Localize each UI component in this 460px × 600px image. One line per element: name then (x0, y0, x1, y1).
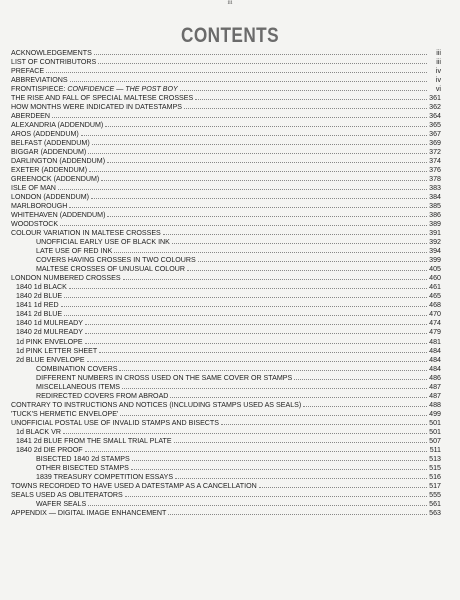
table-of-contents (11, 48, 441, 517)
toc-entry (11, 48, 441, 57)
toc-entry-page: 501 (429, 427, 441, 436)
dot-leader (105, 120, 427, 127)
dot-leader (132, 454, 427, 461)
toc-entry-text: ABBREVIATIONS (11, 76, 68, 85)
toc-entry-page: iv (435, 76, 441, 85)
toc-entry-title (11, 103, 182, 111)
toc-entry-page: 386 (429, 211, 441, 220)
toc-entry (11, 75, 441, 84)
page-number: iii (227, 0, 233, 6)
toc-entry (11, 499, 441, 508)
toc-entry-text: OTHER BISECTED STAMPS (36, 463, 129, 472)
toc-entry-title (16, 347, 97, 355)
toc-entry-page: 555 (429, 490, 441, 499)
toc-entry-text: 1841 2d BLUE FROM THE SMALL TRIAL PLATE (16, 436, 172, 445)
toc-entry-page: 364 (429, 112, 441, 121)
toc-entry-page: 392 (429, 238, 441, 247)
toc-entry-page: 561 (429, 499, 441, 508)
toc-entry (11, 84, 441, 93)
toc-entry-page: 484 (429, 364, 441, 373)
toc-entry-page: 384 (429, 193, 441, 202)
toc-entry (11, 291, 441, 300)
toc-entry-text: 1840 2d DIE PROOF (16, 445, 83, 454)
dot-leader (94, 48, 427, 55)
dot-leader (294, 373, 427, 380)
toc-entry-text: 1d PINK ENVELOPE (16, 337, 83, 346)
toc-entry-title (11, 220, 58, 228)
toc-entry (11, 264, 441, 273)
dot-leader (89, 165, 427, 172)
dot-leader (221, 418, 427, 425)
toc-entry-title (11, 211, 105, 219)
toc-entry-text: 2d BLUE ENVELOPE (16, 355, 85, 364)
dot-leader (92, 138, 427, 145)
toc-entry-title (11, 401, 301, 409)
toc-entry-text: ISLE OF MAN (11, 184, 56, 193)
toc-entry-page: 460 (429, 274, 441, 283)
toc-entry-title (11, 130, 79, 138)
toc-entry-text: CONTRARY TO INSTRUCTIONS AND NOTICES (INCLUDING STAMPS USED AS SEALS) (11, 400, 302, 409)
dot-leader (120, 409, 427, 416)
toc-entry (11, 355, 441, 364)
toc-entry-text: BELFAST (ADDENDUM) (11, 139, 90, 148)
toc-entry-title (11, 112, 50, 120)
toc-entry-title (36, 365, 117, 373)
toc-entry-page: 470 (429, 310, 441, 319)
toc-entry-page: 499 (429, 409, 441, 418)
toc-entry (11, 138, 441, 147)
toc-entry (11, 409, 441, 418)
toc-entry-title (16, 446, 83, 454)
dot-leader (58, 183, 427, 190)
toc-entry-title (11, 482, 257, 490)
toc-entry (11, 418, 441, 427)
toc-entry-text: THE RISE AND FALL OF SPECIAL MALTESE CROSSES (11, 94, 194, 103)
dot-leader (64, 291, 427, 298)
toc-entry-page: 391 (429, 229, 441, 238)
toc-entry (11, 490, 441, 499)
dot-leader (122, 382, 427, 389)
toc-entry-title (11, 509, 166, 517)
toc-entry-text: REDIRECTED COVERS FROM ABROAD (36, 391, 169, 400)
toc-entry-text: PREFACE (11, 67, 45, 76)
toc-entry-page: 486 (429, 373, 441, 382)
toc-entry-page: 481 (429, 337, 441, 346)
toc-entry-title (16, 356, 85, 364)
toc-entry (11, 237, 441, 246)
toc-entry-text: DARLINGTON (ADDENDUM) (11, 157, 106, 166)
toc-entry-title (11, 49, 92, 57)
toc-entry (11, 120, 441, 129)
toc-entry-page: 484 (429, 355, 441, 364)
toc-entry (11, 165, 441, 174)
toc-entry (11, 472, 441, 481)
toc-entry-title (11, 184, 56, 192)
toc-entry-title (11, 175, 99, 183)
dot-leader (114, 246, 427, 253)
toc-entry (11, 210, 441, 219)
toc-entry-title (11, 274, 121, 282)
toc-entry-title (11, 229, 161, 237)
toc-entry-page: 474 (429, 319, 441, 328)
toc-entry-text: 1840 1d BLACK (16, 283, 67, 292)
toc-entry-page: iv (435, 67, 441, 76)
toc-entry-page: vi (435, 85, 441, 94)
toc-entry-text: 1840 1d MULREADY (16, 319, 84, 328)
toc-entry-title (11, 419, 219, 427)
toc-entry-page: 361 (429, 94, 441, 103)
toc-entry-title (11, 148, 86, 156)
toc-entry-page: 405 (429, 265, 441, 274)
toc-entry-page: 468 (429, 301, 441, 310)
toc-entry-title (36, 500, 86, 508)
toc-entry (11, 66, 441, 75)
toc-entry-text: COMBINATION COVERS (36, 364, 118, 373)
dot-leader (52, 111, 427, 118)
toc-entry-title (36, 374, 292, 382)
toc-entry-text: 1d PINK LETTER SHEET (16, 346, 98, 355)
dot-leader (119, 364, 427, 371)
toc-entry-page: 513 (429, 454, 441, 463)
toc-entry-text: SEALS USED AS OBLITERATORS (11, 490, 123, 499)
toc-entry-page: 488 (429, 400, 441, 409)
toc-entry-page: 479 (429, 328, 441, 337)
toc-entry-page: 365 (429, 121, 441, 130)
toc-entry-text: ALEXANDRIA (ADDENDUM) (11, 121, 104, 130)
toc-entry-text: FRONTISPIECE: (11, 85, 68, 94)
toc-entry-text: 1841 2d BLUE (16, 310, 63, 319)
toc-entry-page: 378 (429, 175, 441, 184)
dot-leader (125, 490, 427, 497)
dot-leader (195, 93, 427, 100)
toc-entry-page: 465 (429, 292, 441, 301)
dot-leader (168, 508, 427, 515)
toc-entry-page: 461 (429, 283, 441, 292)
dot-leader (107, 156, 427, 163)
dot-leader (180, 84, 427, 91)
toc-entry-title (36, 473, 173, 481)
toc-entry (11, 156, 441, 165)
toc-entry-page: 501 (429, 418, 441, 427)
toc-entry (11, 346, 441, 355)
toc-entry-text: LONDON NUMBERED CROSSES (11, 274, 121, 283)
toc-entry-text: WOODSTOCK (11, 220, 59, 229)
dot-leader (170, 391, 427, 398)
toc-entry-page: 383 (429, 184, 441, 193)
dot-leader (259, 481, 427, 488)
toc-entry-title (16, 328, 83, 336)
dot-leader (69, 201, 427, 208)
toc-entry-title (36, 247, 112, 255)
toc-entry (11, 436, 441, 445)
toc-entry (11, 300, 441, 309)
toc-entry-text: 1840 2d BLUE (16, 292, 63, 301)
dot-leader (85, 337, 427, 344)
toc-entry-text: GREENOCK (ADDENDUM) (11, 175, 100, 184)
toc-entry-page: 389 (429, 220, 441, 229)
toc-entry (11, 454, 441, 463)
toc-entry-text: WAFER SEALS (36, 499, 87, 508)
toc-entry (11, 373, 441, 382)
dot-leader (85, 445, 427, 452)
toc-entry-title (16, 310, 62, 318)
toc-entry (11, 481, 441, 490)
toc-entry-page: 369 (429, 139, 441, 148)
toc-entry (11, 174, 441, 183)
dot-leader (163, 228, 427, 235)
dot-leader (123, 273, 427, 280)
toc-entry (11, 427, 441, 436)
page-title: CONTENTS (181, 24, 279, 47)
toc-entry-title (16, 338, 83, 346)
dot-leader (64, 309, 427, 316)
toc-entry-title (36, 464, 129, 472)
toc-entry-text: LIST OF CONTRIBUTORS (11, 58, 97, 67)
toc-entry-title (16, 292, 62, 300)
toc-entry (11, 400, 441, 409)
dot-leader (175, 472, 427, 479)
toc-entry (11, 309, 441, 318)
toc-entry (11, 111, 441, 120)
toc-entry-page: 394 (429, 247, 441, 256)
toc-entry-title (16, 301, 59, 309)
toc-entry-title (16, 319, 83, 327)
toc-entry-title (11, 67, 44, 75)
toc-entry-title (11, 76, 68, 84)
toc-entry (11, 192, 441, 201)
toc-entry-text: WHITEHAVEN (ADDENDUM) (11, 211, 106, 220)
toc-entry (11, 391, 441, 400)
toc-entry-title (11, 139, 90, 147)
toc-entry-text: DIFFERENT NUMBERS IN CROSS USED ON THE SAME COVER OR STAMPS (36, 373, 293, 382)
toc-entry-title (11, 166, 87, 174)
dot-leader (107, 210, 427, 217)
toc-entry (11, 228, 441, 237)
dot-leader (91, 192, 427, 199)
toc-entry-text: LATE USE OF RED INK (36, 247, 113, 256)
toc-entry-text: BIGGAR (ADDENDUM) (11, 148, 87, 157)
toc-entry-text: UNOFFICIAL POSTAL USE OF INVALID STAMPS AND BISECTS (11, 418, 219, 427)
toc-entry (11, 93, 441, 102)
dot-leader (60, 219, 427, 226)
toc-entry-text: UNOFFICIAL EARLY USE OF BLACK INK (36, 238, 170, 247)
dot-leader (63, 427, 427, 434)
dot-leader (46, 66, 427, 73)
toc-entry-text: BISECTED 1840 2d STAMPS (36, 454, 130, 463)
dot-leader (87, 355, 427, 362)
toc-entry-text: MALTESE CROSSES OF UNUSUAL COLOUR (36, 265, 185, 274)
dot-leader (172, 237, 427, 244)
toc-entry-page: 563 (429, 508, 441, 517)
toc-entry-page: 487 (429, 391, 441, 400)
toc-entry-text: LONDON (ADDENDUM) (11, 193, 90, 202)
toc-entry (11, 508, 441, 517)
toc-entry-title (11, 410, 118, 418)
toc-entry-title (11, 193, 89, 201)
toc-entry (11, 382, 441, 391)
toc-entry-title (11, 491, 123, 499)
toc-entry-title (16, 437, 172, 445)
dot-leader (81, 129, 427, 136)
toc-entry-title (36, 238, 170, 246)
toc-entry-page: 517 (429, 481, 441, 490)
toc-entry-page: 507 (429, 436, 441, 445)
toc-entry-page: 484 (429, 346, 441, 355)
toc-entry (11, 282, 441, 291)
toc-entry-title (11, 202, 67, 210)
toc-entry-text: APPENDIX — DIGITAL IMAGE ENHANCEMENT (11, 508, 167, 517)
toc-entry-page: 487 (429, 382, 441, 391)
toc-entry-title (11, 94, 193, 102)
toc-entry (11, 129, 441, 138)
toc-entry-text: 'TUCK'S HERMETIC ENVELOPE' (11, 409, 119, 418)
dot-leader (198, 255, 427, 262)
toc-entry-text: HOW MONTHS WERE INDICATED IN DATESTAMPS (11, 103, 183, 112)
toc-entry (11, 201, 441, 210)
toc-entry (11, 102, 441, 111)
dot-leader (88, 499, 427, 506)
toc-entry-text: 1d BLACK VR (16, 427, 61, 436)
toc-entry (11, 246, 441, 255)
toc-entry-text: AROS (ADDENDUM) (11, 130, 79, 139)
toc-entry (11, 318, 441, 327)
toc-entry-title (11, 121, 103, 129)
toc-entry-page: 385 (429, 202, 441, 211)
toc-entry-page: 511 (429, 445, 441, 454)
toc-entry-text: 1841 1d RED (16, 301, 59, 310)
toc-entry (11, 445, 441, 454)
toc-entry (11, 337, 441, 346)
toc-entry (11, 147, 441, 156)
dot-leader (174, 436, 427, 443)
dot-leader (101, 174, 427, 181)
dot-leader (88, 147, 427, 154)
toc-entry-page: 376 (429, 166, 441, 175)
toc-entry-text: TOWNS RECORDED TO HAVE USED A DATESTAMP AS A CANCELLATION (11, 481, 257, 490)
dot-leader (131, 463, 427, 470)
toc-entry-title (36, 383, 120, 391)
dot-leader (85, 318, 427, 325)
toc-entry-page: 516 (429, 472, 441, 481)
toc-entry-title (11, 157, 105, 165)
toc-entry-page: iii (436, 49, 441, 57)
toc-entry-text: ABERDEEN (11, 112, 51, 121)
toc-entry-title (16, 283, 67, 291)
toc-entry-text: COVERS HAVING CROSSES IN TWO COLOURS (36, 256, 196, 265)
toc-entry-text: COLOUR VARIATION IN MALTESE CROSSES (11, 229, 161, 238)
dot-leader (184, 102, 427, 109)
dot-leader (61, 300, 427, 307)
toc-entry (11, 255, 441, 264)
toc-entry-title (36, 392, 168, 400)
toc-entry (11, 364, 441, 373)
toc-entry-title (11, 85, 178, 93)
toc-entry-text: 1840 2d MULREADY (16, 328, 84, 337)
toc-entry-page: 372 (429, 148, 441, 157)
toc-entry-title (36, 265, 185, 273)
toc-entry-title (11, 58, 96, 66)
toc-entry-title (16, 428, 61, 436)
toc-entry (11, 463, 441, 472)
toc-entry-page: 515 (429, 463, 441, 472)
dot-leader (99, 346, 427, 353)
toc-entry (11, 273, 441, 282)
toc-entry-page: 367 (429, 130, 441, 139)
toc-entry (11, 57, 441, 66)
dot-leader (70, 75, 427, 82)
dot-leader (69, 282, 427, 289)
toc-entry-page: 399 (429, 256, 441, 265)
dot-leader (85, 327, 427, 334)
toc-entry-page: iii (436, 58, 441, 67)
dot-leader (303, 400, 427, 407)
toc-entry-italic-text: CONFIDENCE — THE POST BOY (67, 85, 178, 94)
toc-entry-text: ACKNOWLEDGEMENTS (11, 49, 92, 57)
toc-entry-text: EXETER (ADDENDUM) (11, 166, 88, 175)
toc-entry-title (36, 256, 196, 264)
toc-entry-text: 1839 TREASURY COMPETITION ESSAYS (36, 472, 174, 481)
dot-leader (98, 57, 427, 64)
toc-entry (11, 327, 441, 336)
toc-entry-page: 362 (429, 103, 441, 112)
toc-entry (11, 183, 441, 192)
toc-entry-title (36, 455, 130, 463)
toc-entry (11, 219, 441, 228)
dot-leader (187, 264, 427, 271)
toc-entry-text: MISCELLANEOUS ITEMS (36, 382, 120, 391)
toc-entry-text: MARLBOROUGH (11, 202, 68, 211)
toc-entry-page: 374 (429, 157, 441, 166)
